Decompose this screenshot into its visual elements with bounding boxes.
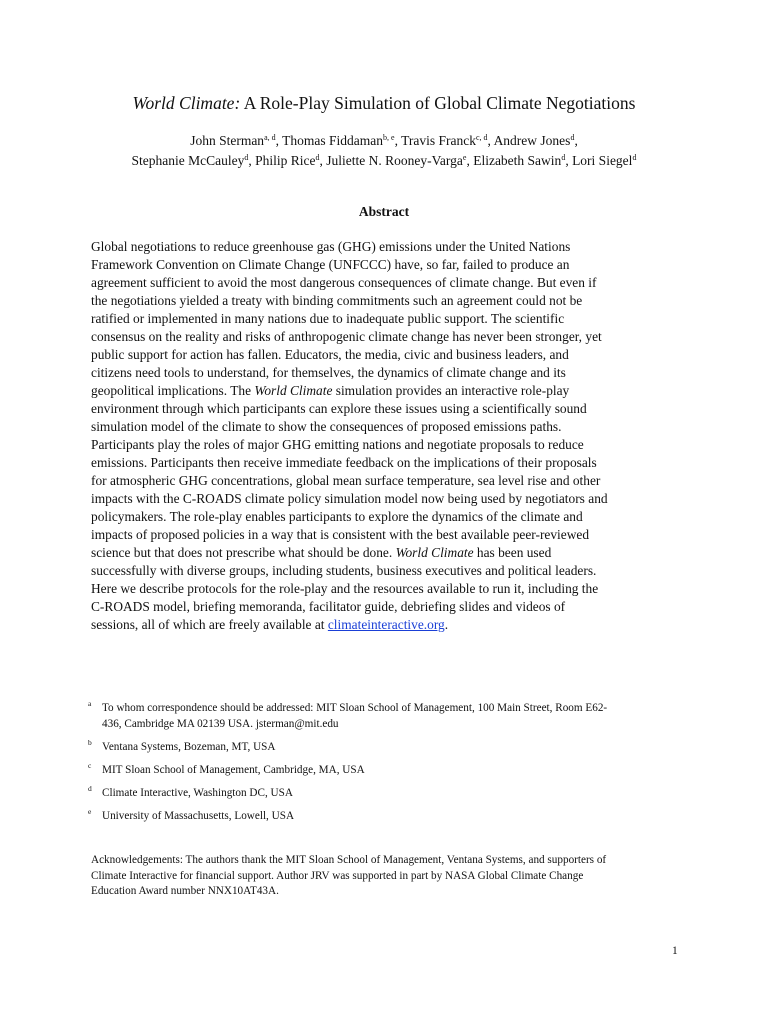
acknowledgements <box>91 853 691 900</box>
abstract-line: environment through which participants can explore these issues using a scientifically sound <box>91 401 587 416</box>
paper-title <box>40 92 728 114</box>
footnote-line: University of Massachusetts, Lowell, USA <box>102 810 295 822</box>
author-name: Stephanie McCauley <box>131 153 245 168</box>
title-italic-part: World Climate: <box>132 93 241 113</box>
author-name: Elizabeth Sawin <box>473 153 562 168</box>
abstract-text: sessions, all of which are freely available at <box>91 617 328 632</box>
author-separator: , <box>565 153 573 168</box>
author-separator: , <box>319 153 327 168</box>
abstract-text: science but that does not prescribe what should be done. <box>91 545 396 560</box>
footnote-c <box>88 762 688 778</box>
author-separator: , <box>275 133 283 148</box>
author-line-1 <box>40 131 728 151</box>
author-name: John Sterman <box>190 133 265 148</box>
footnote-line: Ventana Systems, Bozeman, MT, USA <box>102 741 276 753</box>
abstract-line: C-ROADS model, briefing memoranda, facilitator guide, debriefing slides and videos of <box>91 599 566 614</box>
abstract-line: consensus on the reality and risks of anthropogenic climate change has never been stronger, yet <box>91 329 602 344</box>
author-separator: , <box>574 133 578 148</box>
abstract-heading: Abstract <box>358 204 410 219</box>
author-affiliation: d <box>570 133 575 142</box>
author-affiliation: c, d <box>475 133 488 142</box>
abstract-text: has been used <box>473 545 552 560</box>
footnote-line: To whom correspondence should be addressed: MIT Sloan School of Management, 100 Main Street, Room E62- <box>102 702 608 714</box>
author-name: Juliette N. Rooney-Varga <box>326 153 463 168</box>
author-affiliation: e <box>462 153 467 162</box>
climateinteractive-link[interactable]: climateinteractive.org <box>327 617 445 632</box>
abstract-text: simulation provides an interactive role-play <box>332 383 570 398</box>
abstract-line: simulation model of the climate to show the consequences of proposed emissions paths. <box>91 419 562 434</box>
footnote-d <box>88 785 688 801</box>
abstract-line: emissions. Participants then receive immediate feedback on the implications of their proposals <box>91 455 597 470</box>
footnote-marker: e <box>88 807 92 816</box>
author-affiliation: d <box>315 153 320 162</box>
abstract-line: policymakers. The role-play enables participants to explore the dynamics of the climate and <box>91 509 583 524</box>
abstract-line: for atmospheric GHG concentrations, global mean surface temperature, sea level rise and other <box>91 473 601 488</box>
abstract-line <box>91 616 681 634</box>
footnote-line: Climate Interactive, Washington DC, USA <box>102 787 293 799</box>
acknowledgements-line: Acknowledgements: The authors thank the MIT Sloan School of Management, Ventana Systems, and supporters of <box>91 854 607 866</box>
title-rest: A Role-Play Simulation of Global Climate Negotiations <box>240 93 636 113</box>
abstract-line <box>91 382 681 400</box>
abstract-text: geopolitical implications. The <box>91 383 255 398</box>
author-name: Andrew Jones <box>493 133 571 148</box>
author-separator: , <box>466 153 474 168</box>
footnote-marker: a <box>88 699 92 708</box>
author-name: Philip Rice <box>255 153 316 168</box>
author-line-2 <box>40 151 728 171</box>
author-name: Thomas Fiddaman <box>282 133 384 148</box>
author-affiliation: b, e <box>383 133 395 142</box>
footnote-marker: c <box>88 761 92 770</box>
footnote-e <box>88 808 688 824</box>
author-list <box>40 131 728 171</box>
abstract-line: citizens need tools to understand, for themselves, the dynamics of climate change and its <box>91 365 566 380</box>
acknowledgements-line: Climate Interactive for financial support. Author JRV was supported in part by NASA Global Climate Change <box>91 869 584 882</box>
author-separator: , <box>248 153 256 168</box>
abstract-text: . <box>444 617 449 632</box>
author-affiliation: d <box>632 153 637 162</box>
footnote-marker: b <box>88 738 92 747</box>
author-affiliation: d <box>561 153 566 162</box>
abstract-body <box>91 238 681 634</box>
author-affiliation: a, d <box>264 133 276 142</box>
footnote-line: MIT Sloan School of Management, Cambridge, MA, USA <box>102 764 365 776</box>
author-name: Travis Franck <box>401 133 476 148</box>
author-separator: , <box>394 133 402 148</box>
footnote-line: 436, Cambridge MA 02139 USA. jsterman@mit.edu <box>102 718 339 730</box>
abstract-line: impacts with the C-ROADS climate policy simulation model now being used by negotiators and <box>91 491 608 506</box>
acknowledgements-line: Education Award number NNX10AT43A. <box>91 885 279 897</box>
abstract-line: ratified or implemented in many nations due to inadequate public support. The scientific <box>91 311 565 326</box>
abstract-line: Framework Convention on Climate Change (UNFCCC) have, so far, failed to produce an <box>91 257 570 272</box>
abstract-line: successfully with diverse groups, including students, business executives and political leaders. <box>91 563 597 578</box>
abstract-line: the negotiations yielded a treaty with binding commitments such an agreement could not be <box>91 293 583 308</box>
abstract-line: Here we describe protocols for the role-play and the resources available to run it, including the <box>91 581 599 596</box>
author-separator: , <box>487 133 494 148</box>
abstract-line: impacts of proposed policies in a way that is consistent with the best available peer-reviewed <box>91 527 590 542</box>
abstract-line: public support for action has fallen. Educators, the media, civic and business leaders, and <box>91 347 569 362</box>
footnote-b <box>88 739 688 755</box>
page-number: 1 <box>672 945 678 957</box>
author-affiliation: d <box>244 153 249 162</box>
footnote-a <box>88 700 688 732</box>
simulation-name: World Climate <box>395 545 474 560</box>
simulation-name: World Climate <box>254 383 333 398</box>
author-name: Lori Siegel <box>572 153 633 168</box>
abstract-line <box>91 544 681 562</box>
abstract-line: agreement sufficient to avoid the most dangerous consequences of climate change. But even if <box>91 275 597 290</box>
affiliation-footnotes <box>88 700 688 831</box>
abstract-line: Global negotiations to reduce greenhouse gas (GHG) emissions under the United Nations <box>91 239 571 254</box>
abstract-line: Participants play the roles of major GHG emitting nations and negotiate proposals to reduce <box>91 437 584 452</box>
footnote-marker: d <box>88 784 92 793</box>
